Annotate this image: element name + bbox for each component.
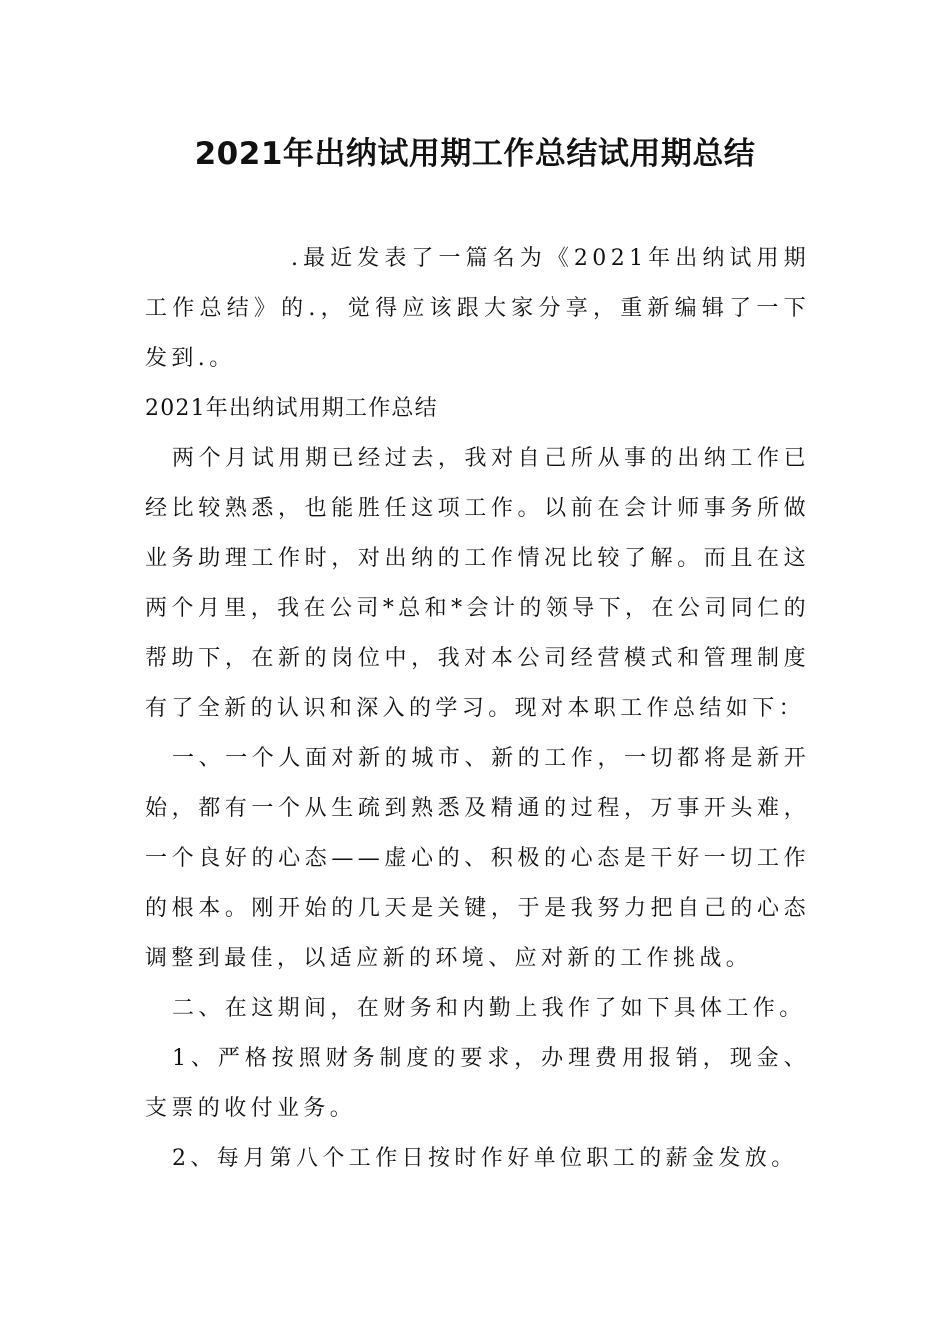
paragraph-section-one: 一、一个人面对新的城市、新的工作，一切都将是新开始，都有一个从生疏到熟悉及精通的过程，万事开头难，一个良好的心态——虚心的、积极的心态是干好一切工作的根本。刚开始的几天是关键，于是我努力把自己的心态调整到最佳，以适应新的环境、应对新的工作挑战。 <box>145 746 810 971</box>
paragraph-item-two: 2、每月第八个工作日按时作好单位职工的薪金发放。 <box>172 1146 798 1171</box>
paragraph-section-two: 二、在这期间，在财务和内勤上我作了如下具体工作。 <box>172 996 806 1021</box>
document-body <box>145 234 810 1184</box>
paragraph-overview: 两个月试用期已经过去，我对自己所从事的出纳工作已经比较熟悉，也能胜任这项工作。以前在会计师事务所做业务助理工作时，对出纳的工作情况比较了解。而且在这两个月里，我在公司*总和*会计的领导下，在公司同仁的帮助下，在新的岗位中，我对本公司经营模式和管理制度有了全新的认识和深入的学习。现对本职工作总结如下： <box>145 446 810 721</box>
subheading: 2021年出纳试用期工作总结 <box>145 396 438 421</box>
document-title: 2021年出纳试用期工作总结试用期总结 <box>194 136 756 172</box>
intro-paragraph: .最近发表了一篇名为《2021年出纳试用期工作总结》的.，觉得应该跟大家分享，重新编辑了一下发到.。 <box>145 246 810 371</box>
paragraph-item-one: 1、严格按照财务制度的要求，办理费用报销，现金、支票的收付业务。 <box>145 1046 810 1121</box>
